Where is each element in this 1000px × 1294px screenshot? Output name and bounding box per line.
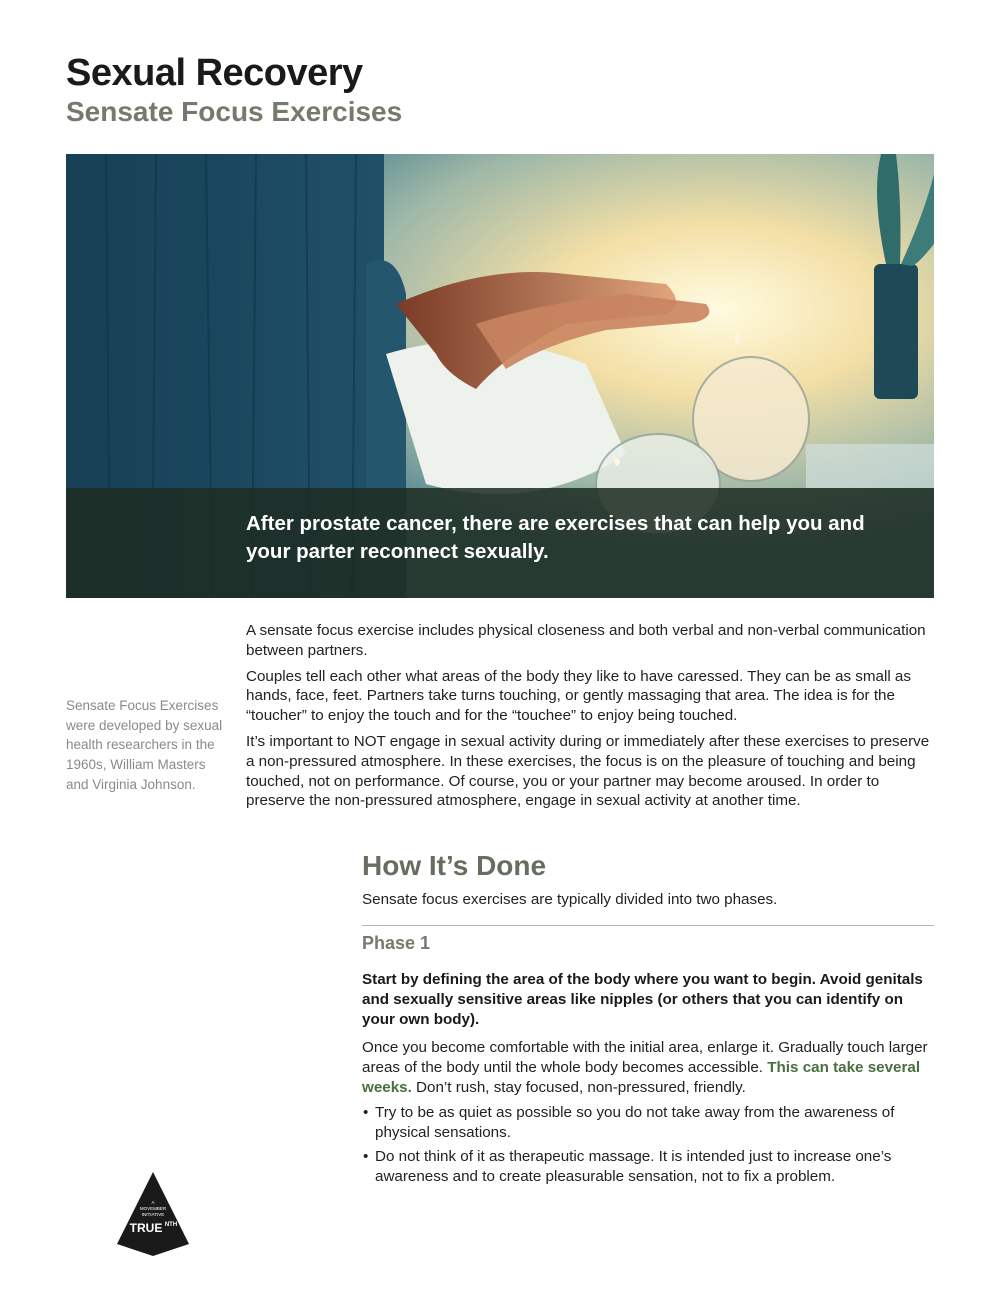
phase-paragraph <box>362 1038 934 1097</box>
intro-body <box>246 621 936 817</box>
how-its-done-section <box>362 850 934 1191</box>
hero-illustration <box>66 154 934 598</box>
tips-list <box>362 1103 934 1187</box>
section-divider <box>362 925 934 926</box>
section-intro: Sensate focus exercises are typically divided into two phases. <box>362 891 778 908</box>
highlight-text: This can take several weeks. <box>362 1058 921 1096</box>
logo-small-text: A <box>151 1200 155 1205</box>
phase-heading: Phase 1 <box>362 933 431 953</box>
phase-lead: Start by defining the area of the body where you want to begin. Avoid genitals and sexually sensitive areas like nipples (or others that you can identify on your own body). <box>362 971 923 1028</box>
truenth-logo <box>115 1170 191 1258</box>
page-title: Sexual Recovery <box>66 52 363 94</box>
list-item: • Do not think of it as therapeutic massage. It is intended just to increase one’s awareness and to create pleasurable sensation, not to fix a problem. <box>362 1147 934 1187</box>
hero-caption: After prostate cancer, there are exercises that can help you and your parter reconnect sexually. <box>246 512 865 563</box>
page-subtitle: Sensate Focus Exercises <box>66 96 403 127</box>
logo-brand-text: TRUE <box>129 1221 163 1235</box>
list-item: • Try to be as quiet as possible so you do not take away from the awareness of physical sensations. <box>362 1103 934 1143</box>
section-heading: How It’s Done <box>362 850 547 881</box>
phase-paragraph-start: Once you become comfortable with the initial area, enlarge it. Gradually touch larger areas of the body until the whole body becomes accessible. <box>362 1039 928 1076</box>
body-paragraph: Couples tell each other what areas of the body they like to have caressed. They can be as small as hands, face, feet. Partners take turns touching, or gently massaging that area. The idea is for the “toucher” to enjoy the touch and for the “touchee” to enjoy being touched. <box>246 667 911 725</box>
logo-small-text: INITIATIVE <box>141 1212 165 1217</box>
body-paragraph: A sensate focus exercise includes physical closeness and both verbal and non-verbal communication between partners. <box>246 622 926 659</box>
logo-small-text: MOVEMBER <box>139 1206 167 1211</box>
phase-paragraph-end: Don’t rush, stay focused, non-pressured, friendly. <box>411 1078 746 1096</box>
sidenote: Sensate Focus Exercises were developed by sexual health researchers in the 1960s, William Masters and Virginia Johnson. <box>66 698 223 792</box>
body-paragraph: It’s important to NOT engage in sexual activity during or immediately after these exercises to preserve a non-pressured atmosphere. In these exercises, the focus is on the pleasure of touching and being touched, not on performance. Of course, you or your partner may become aroused. In order to preserve the non-pressured atmosphere, engage in sexual activity at another time. <box>246 732 930 810</box>
logo-brand-superscript: NTH <box>164 1222 178 1228</box>
